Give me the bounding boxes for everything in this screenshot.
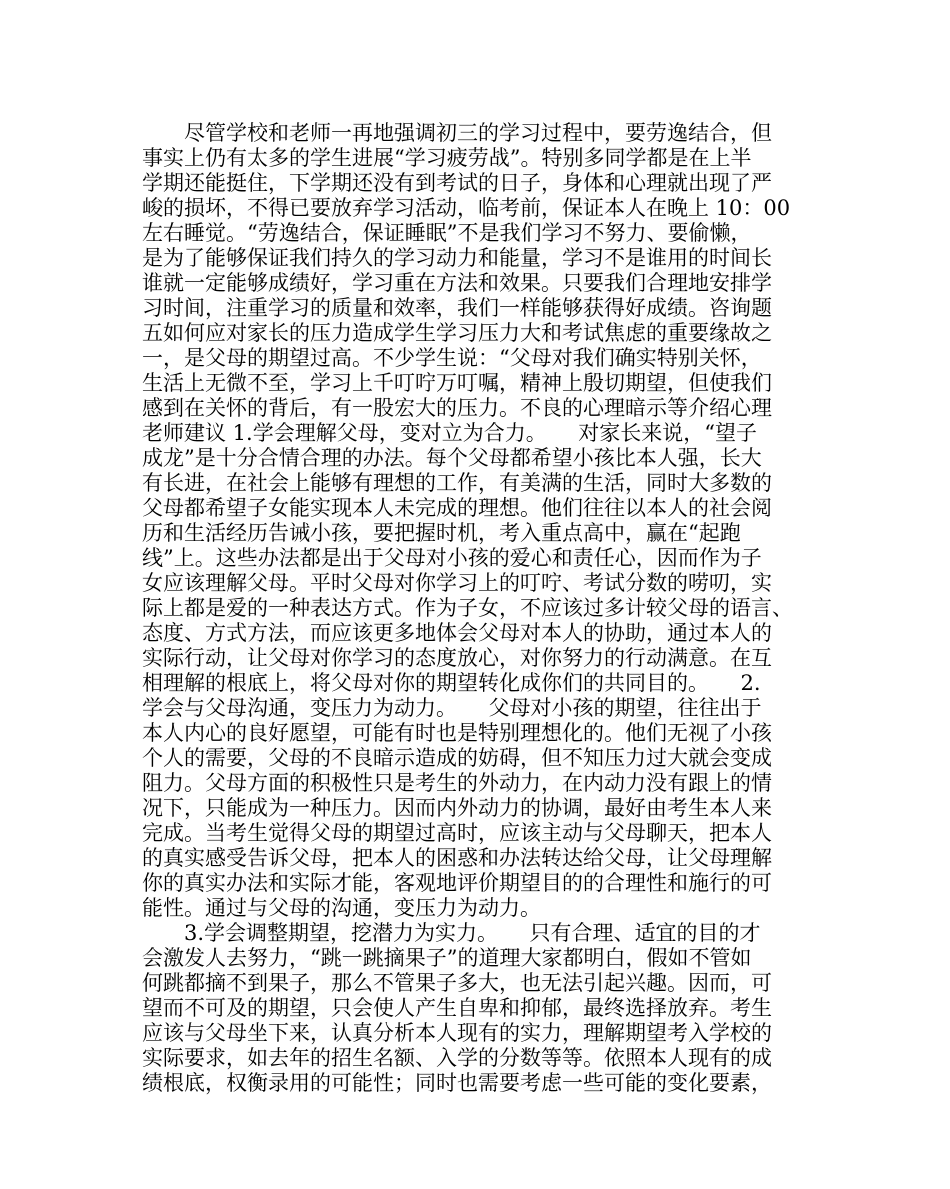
text-line: 学期还能挺住，下学期还没有到考试的日子，身体和心理就出现了严 bbox=[142, 171, 772, 195]
text-line: 阻力。父母方面的积极性只是考生的外动力，在内动力没有跟上的情 bbox=[142, 771, 772, 795]
text-line: 五如何应对家长的压力造成学生学习压力大和考试焦虑的重要缘故之 bbox=[142, 321, 772, 345]
text-line: 习时间，注重学习的质量和效率，我们一样能够获得好成绩。咨询题 bbox=[142, 296, 772, 320]
text-line: 生活上无微不至，学习上千叮咛万叮嘱，精神上殷切期望，但使我们 bbox=[142, 371, 772, 395]
text-line: 峻的损坏，不得已要放弃学习活动，临考前，保证本人在晚上 10：00 bbox=[142, 196, 791, 220]
text-line: 左右睡觉。“劳逸结合，保证睡眠”不是我们学习不努力、要偷懒， bbox=[142, 221, 752, 245]
text-line: 的真实感受告诉父母，把本人的困惑和办法转达给父母，让父母理解 bbox=[142, 846, 772, 870]
text-line: 有长进，在社会上能够有理想的工作，有美满的生活，同时大多数的 bbox=[142, 471, 772, 495]
text-line: 应该与父母坐下来，认真分析本人现有的实力，理解期望考入学校的 bbox=[142, 1021, 772, 1045]
text-line: 历和生活经历告诫小孩，要把握时机，考入重点高中，赢在“起跑 bbox=[142, 521, 741, 545]
text-line: 女应该理解父母。平时父母对你学习上的叮咛、考试分数的唠叨，实 bbox=[142, 571, 772, 595]
text-line: 实际行动，让父母对你学习的态度放心，对你努力的行动满意。在互 bbox=[142, 646, 772, 670]
text-line: 相理解的根底上，将父母对你的期望转化成你们的共同目的。 2. bbox=[142, 671, 761, 695]
text-line: 望而不可及的期望，只会使人产生自卑和抑郁，最终选择放弃。考生 bbox=[142, 996, 772, 1020]
body-text bbox=[142, 121, 822, 1096]
text-line: 老师建议 1.学会理解父母，变对立为合力。 对家长来说，“望子 bbox=[142, 421, 757, 445]
text-line: 尽管学校和老师一再地强调初三的学习过程中，要劳逸结合，但 bbox=[142, 121, 772, 145]
text-line: 能性。通过与父母的沟通，变压力为动力。 bbox=[142, 896, 541, 920]
text-line: 会激发人去努力，“跳一跳摘果子”的道理大家都明白，假如不管如 bbox=[142, 946, 752, 970]
text-line: 态度、方式方法，而应该更多地体会父母对本人的协助，通过本人的 bbox=[142, 621, 772, 645]
text-line: 本人内心的良好愿望，可能有时也是特别理想化的。他们无视了小孩 bbox=[142, 721, 772, 745]
text-line: 实际要求，如去年的招生名额、入学的分数等等。依照本人现有的成 bbox=[142, 1046, 772, 1070]
text-line: 一，是父母的期望过高。不少学生说：“父母对我们确实特别关怀， bbox=[142, 346, 762, 370]
text-line: 况下，只能成为一种压力。因而内外动力的协调，最好由考生本人来 bbox=[142, 796, 772, 820]
text-line: 你的真实办法和实际才能，客观地评价期望目的的合理性和施行的可 bbox=[142, 871, 772, 895]
text-line: 父母都希望子女能实现本人未完成的理想。他们往往以本人的社会阅 bbox=[142, 496, 772, 520]
text-line: 个人的需要，父母的不良暗示造成的妨碍，但不知压力过大就会变成 bbox=[142, 746, 772, 770]
text-line: 事实上仍有太多的学生进展“学习疲劳战”。特别多同学都是在上半 bbox=[142, 146, 752, 170]
text-line: 是为了能够保证我们持久的学习动力和能量，学习不是谁用的时间长 bbox=[142, 246, 772, 270]
text-line: 谁就一定能够成绩好，学习重在方法和效果。只要我们合理地安排学 bbox=[142, 271, 772, 295]
text-line: 感到在关怀的背后，有一股宏大的压力。不良的心理暗示等介绍心理 bbox=[142, 396, 772, 420]
text-line: 成龙”是十分合情合理的办法。每个父母都希望小孩比本人强，长大 bbox=[142, 446, 762, 470]
text-line: 绩根底，权衡录用的可能性；同时也需要考虑一些可能的变化要素， bbox=[142, 1071, 772, 1095]
text-line: 完成。当考生觉得父母的期望过高时，应该主动与父母聊天，把本人 bbox=[142, 821, 772, 845]
text-line: 际上都是爱的一种表达方式。作为子女，不应该过多计较父母的语言、 bbox=[142, 596, 793, 620]
text-line: 学会与父母沟通，变压力为动力。 父母对小孩的期望，往往出于 bbox=[142, 696, 762, 720]
text-line: 3.学会调整期望，挖潜力为实力。 只有合理、适宜的目的才 bbox=[142, 921, 761, 945]
text-line: 线”上。这些办法都是出于父母对小孩的爱心和责任心，因而作为子 bbox=[142, 546, 762, 570]
text-line: 何跳都摘不到果子，那么不管果子多大，也无法引起兴趣。因而，可 bbox=[142, 971, 772, 995]
